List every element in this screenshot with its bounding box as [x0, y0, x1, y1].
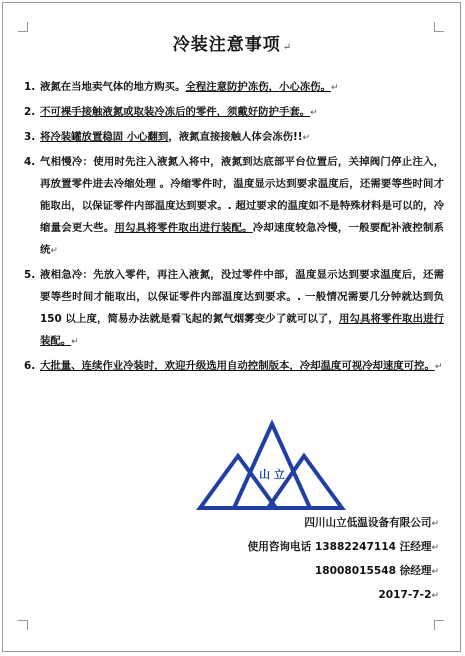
paragraph-mark-icon: ↵ — [310, 108, 318, 118]
paragraph-mark-icon: ↵ — [431, 591, 439, 601]
paragraph-mark-icon: ↵ — [431, 567, 439, 577]
item-number: 2. — [24, 106, 36, 118]
item-text: 液相急冷：先放入零件，再注入液氮，没过零件中部，温度显示达到要求温度后，还需要等些时间才能取出，以保证零件内部温度达到要求。. 一般情况需要几分钟就达到负 150 以上度，简易办法就是看飞起的氮气烟雾变少了就可以了， — [40, 269, 444, 325]
list-item-1 — [24, 76, 444, 99]
item-body — [40, 151, 444, 262]
paragraph-mark-icon: ↵ — [431, 543, 439, 553]
item-text-underlined: 不可裸手接触液氮或取装冷冻后的零件， — [40, 106, 228, 118]
item-number: 4. — [24, 156, 36, 168]
item-number: 5. — [24, 269, 36, 281]
paragraph-mark-icon: ↵ — [431, 519, 439, 529]
instruction-list — [24, 76, 444, 378]
item-body — [40, 355, 444, 378]
list-item-3 — [24, 126, 444, 149]
item-body — [40, 101, 444, 124]
contact-text: 使用咨询电话 13882247114 汪经理 — [247, 541, 432, 553]
title-text: 冷装注意事项 — [172, 35, 281, 55]
paragraph-mark-icon: ↵ — [50, 246, 58, 256]
paragraph-mark-icon: ↵ — [282, 42, 293, 53]
list-item-6 — [24, 355, 444, 378]
item-text-underlined: 将冷装罐放置稳固 小心翻到 — [40, 131, 169, 143]
item-text: 液氮在当地卖气体的地方购买。 — [40, 81, 186, 93]
phone2-line — [248, 560, 439, 584]
document-title — [0, 30, 465, 55]
contact-line — [248, 536, 439, 560]
item-text-underlined: 全程注意防护冻伤，小心冻伤。 — [185, 81, 331, 93]
item-text-underlined: 用勾具将零件取出进行装配。 — [114, 222, 253, 234]
item-text-underlined: 用勾具将零件取出进行装配。 — [40, 313, 444, 347]
paragraph-mark-icon: ↵ — [71, 337, 79, 347]
phone2-text: 18008015548 徐经理 — [314, 565, 432, 577]
item-number: 6. — [24, 360, 36, 372]
paragraph-mark-icon: ↵ — [302, 133, 311, 143]
company-signature — [248, 512, 439, 608]
triple-triangle-mountain-logo-icon — [196, 420, 346, 512]
company-name-line — [248, 512, 439, 536]
item-text: ，液氮直接接触人体会冻伤!! — [168, 131, 303, 143]
item-number: 1. — [24, 81, 36, 93]
list-item-4 — [24, 151, 444, 262]
margin-corner-bottom-right — [434, 620, 444, 630]
company-name: 四川山立低温设备有限公司 — [304, 517, 432, 529]
list-item-5 — [24, 264, 444, 353]
margin-corner-bottom-left — [18, 620, 28, 630]
list-item-2 — [24, 101, 444, 124]
item-text-underlined: 大批量、连续作业冷装时，欢迎升级选用自动控制版本，冷却温度可视冷却速度可控。 — [40, 360, 435, 372]
paragraph-mark-icon: ↵ — [330, 83, 339, 93]
paragraph-mark-icon: ↵ — [434, 362, 443, 372]
document-date: 2017-7-2 — [378, 589, 432, 601]
logo-text: 山 立 — [259, 468, 285, 481]
item-text: 气相慢冷：使用时先注入液氮入将中，液氮到达底部平台位置后，关掉阀门停止注入，再放置零件进去冷缩处理 。冷缩零件时，温度显示达到要求温度后，还需要等些时间才能取出，以保证零件内部温度达到要求。. 超过要求的温度如不是特殊材料是可以的，冷缩量会更大些。 — [40, 156, 444, 234]
item-body — [40, 126, 444, 149]
item-body — [40, 264, 444, 353]
item-number: 3. — [24, 131, 36, 143]
item-body — [40, 76, 444, 99]
item-text: 冷却速度较急冷慢，一般要配补液控制系统 — [40, 222, 445, 256]
date-line — [248, 584, 439, 608]
item-text-underlined: 须戴好防护手套。 — [227, 106, 311, 118]
